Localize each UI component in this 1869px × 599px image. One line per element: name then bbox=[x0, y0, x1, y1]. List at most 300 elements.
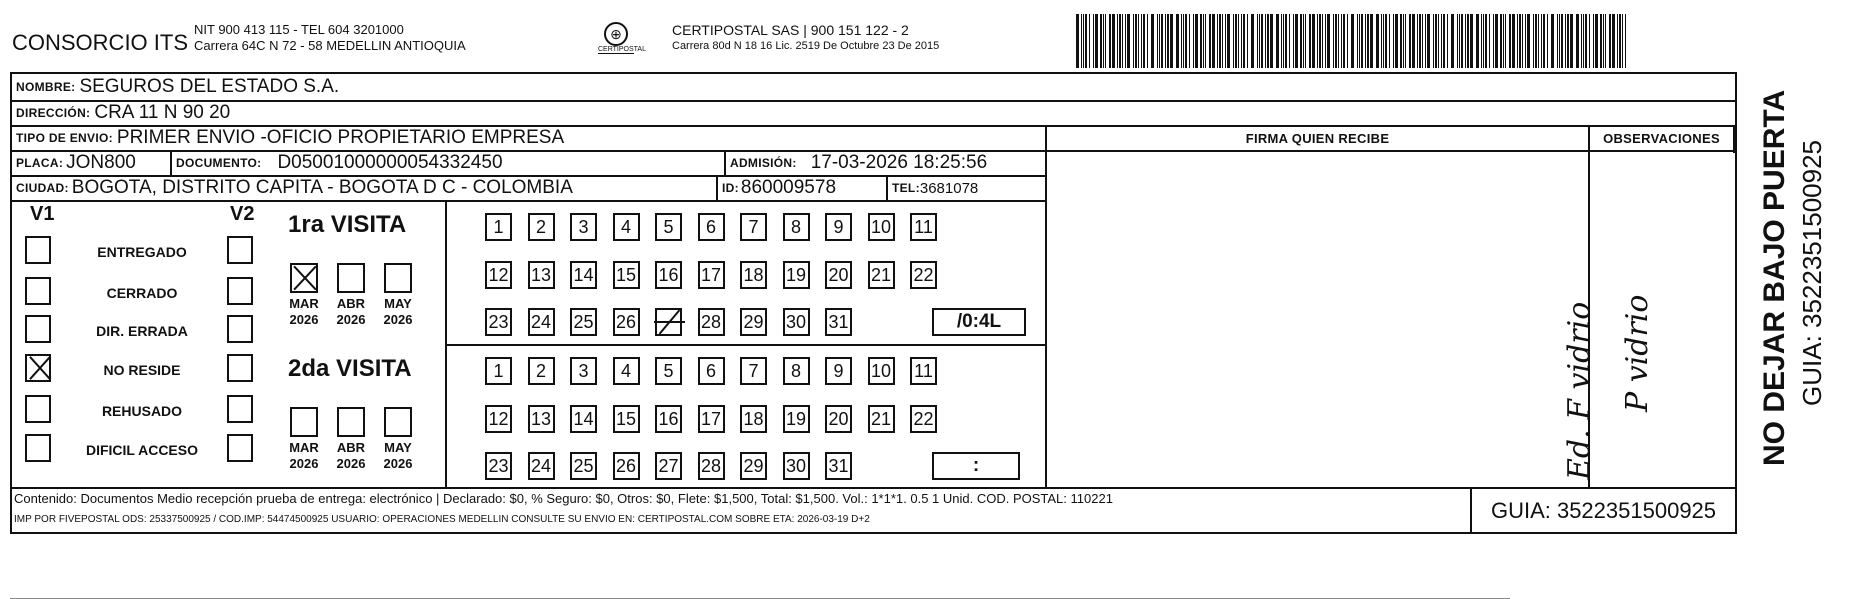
barcode-bar bbox=[1195, 14, 1198, 68]
day-6-box[interactable]: 6 bbox=[698, 213, 725, 241]
barcode-bar bbox=[1081, 14, 1082, 68]
barcode-bar bbox=[1247, 14, 1248, 68]
day-3-box[interactable]: 3 bbox=[570, 213, 597, 241]
barcode-bar bbox=[1176, 14, 1179, 68]
barcode-bar bbox=[1412, 14, 1415, 68]
day-14-box[interactable]: 14 bbox=[570, 405, 597, 433]
day-16-box[interactable]: 16 bbox=[655, 405, 682, 433]
barcode-bar bbox=[1089, 14, 1090, 68]
day-21-box[interactable]: 21 bbox=[868, 261, 895, 289]
barcode-bar bbox=[1235, 14, 1237, 68]
v2-checkbox[interactable] bbox=[227, 277, 253, 305]
month-checkbox[interactable] bbox=[384, 407, 412, 437]
barcode-bar bbox=[1300, 14, 1302, 68]
day-3-box[interactable]: 3 bbox=[570, 357, 597, 385]
barcode-bar bbox=[1476, 14, 1479, 68]
barcode-bar bbox=[1338, 14, 1339, 68]
barcode-bar bbox=[1117, 14, 1118, 68]
carrier-logo-word: CERTIPOSTAL bbox=[598, 46, 646, 53]
barcode-bar bbox=[1541, 14, 1542, 68]
month-checkbox[interactable] bbox=[290, 407, 318, 437]
barcode-bar bbox=[1595, 14, 1598, 68]
status-label: REHUSADO bbox=[101, 403, 183, 419]
status-label: ENTREGADO bbox=[97, 244, 187, 260]
v2-checkbox[interactable] bbox=[227, 315, 253, 343]
barcode-bar bbox=[1370, 14, 1373, 68]
barcode-bar bbox=[1103, 14, 1104, 68]
barcode-bar bbox=[1170, 14, 1173, 68]
barcode-bar bbox=[1422, 14, 1423, 68]
month-name: MAR bbox=[289, 440, 319, 455]
barcode-bar bbox=[1400, 14, 1402, 68]
side-guia: GUIA: 3522351500925 bbox=[1797, 140, 1827, 406]
barcode-bar bbox=[1433, 14, 1434, 68]
barcode-bar bbox=[1461, 14, 1463, 68]
barcode-bar bbox=[1100, 14, 1102, 68]
day-2-box[interactable]: 2 bbox=[528, 357, 555, 385]
month-year: 2026 bbox=[383, 456, 413, 471]
barcode-bar bbox=[1127, 14, 1130, 68]
tel-label: TEL: bbox=[892, 181, 920, 195]
day-19-box[interactable]: 19 bbox=[783, 405, 810, 433]
documento-field bbox=[172, 151, 503, 175]
day-8-box[interactable]: 8 bbox=[783, 357, 810, 385]
day-10-box[interactable]: 10 bbox=[868, 213, 895, 241]
visit-title: 2da VISITA bbox=[288, 355, 412, 382]
month-year: 2026 bbox=[336, 312, 366, 327]
barcode-bar bbox=[1557, 14, 1558, 68]
barcode-bar bbox=[1343, 14, 1345, 68]
observation-handwritten-1: Ed. F vidrio bbox=[1562, 301, 1597, 480]
barcode-bar bbox=[1543, 14, 1545, 68]
barcode-bar bbox=[1376, 14, 1379, 68]
day-20-box[interactable]: 20 bbox=[825, 405, 852, 433]
day-20-box[interactable]: 20 bbox=[825, 261, 852, 289]
barcode-bar bbox=[1393, 14, 1394, 68]
barcode-bar bbox=[1219, 14, 1221, 68]
day-30-box[interactable]: 30 bbox=[783, 452, 810, 480]
day-15-box[interactable]: 15 bbox=[613, 405, 640, 433]
v2-checkbox[interactable] bbox=[227, 434, 253, 462]
ciudad-value: BOGOTA, DISTRITO CAPITA - BOGOTA D C - COLOMBIA bbox=[71, 177, 573, 198]
day-22-box[interactable]: 22 bbox=[910, 405, 937, 433]
barcode-bar bbox=[1385, 14, 1387, 68]
barcode-bar bbox=[1085, 14, 1087, 68]
barcode-bar bbox=[1225, 14, 1226, 68]
month-name: MAY bbox=[384, 440, 412, 455]
barcode-bar bbox=[1159, 14, 1160, 68]
barcode-bar bbox=[1351, 14, 1354, 68]
barcode-bar bbox=[1133, 14, 1134, 68]
barcode-bar bbox=[1417, 14, 1418, 68]
day-12-box[interactable]: 12 bbox=[485, 405, 512, 433]
documento-value: D05001000000054332450 bbox=[277, 152, 503, 173]
barcode-bar bbox=[1441, 14, 1442, 68]
barcode-bar bbox=[1465, 14, 1466, 68]
barcode-bar bbox=[1325, 14, 1326, 68]
barcode-bar bbox=[1561, 14, 1563, 68]
carrier-info bbox=[672, 22, 939, 54]
barcode-bar bbox=[1585, 14, 1587, 68]
day-30-box[interactable]: 30 bbox=[783, 308, 810, 336]
barcode-bar bbox=[1141, 14, 1142, 68]
day-24-box[interactable]: 24 bbox=[528, 452, 555, 480]
barcode-bar bbox=[1383, 14, 1384, 68]
barcode-bar bbox=[1076, 14, 1079, 68]
status-label: DIFICIL ACCESO bbox=[85, 442, 198, 458]
month-year: 2026 bbox=[289, 456, 319, 471]
placa-field bbox=[12, 151, 136, 175]
day-25-box[interactable]: 25 bbox=[570, 452, 597, 480]
day-29-box[interactable]: 29 bbox=[740, 452, 767, 480]
barcode-bar bbox=[1409, 14, 1411, 68]
visit-title: 1ra VISITA bbox=[288, 211, 407, 238]
barcode-bar bbox=[1281, 14, 1282, 68]
barcode-bar bbox=[1600, 14, 1602, 68]
footer-contents: Contenido: Documentos Medio recepción prueba de entrega: electrónico | Declarado: $0, % Seguro: $0, Otros: $0, Flete: $1,500, Total: $1,500. Vol.: 1*1*1. 0.5 1 Unid. COD. POSTAL: 110221 bbox=[14, 491, 1113, 506]
day-13-box[interactable]: 13 bbox=[528, 261, 555, 289]
nombre-field bbox=[12, 74, 339, 100]
barcode-bar bbox=[1203, 14, 1204, 68]
barcode-bar bbox=[1276, 14, 1279, 68]
v1-checkbox[interactable] bbox=[25, 434, 51, 462]
day-17-box[interactable]: 17 bbox=[698, 261, 725, 289]
barcode-bar bbox=[1125, 14, 1126, 68]
barcode-bar bbox=[1193, 14, 1194, 68]
v2-checkbox[interactable] bbox=[227, 395, 253, 423]
admision-field bbox=[726, 151, 987, 175]
barcode-bar bbox=[1222, 14, 1223, 68]
day-15-box[interactable]: 15 bbox=[613, 261, 640, 289]
barcode-bar bbox=[1112, 14, 1115, 68]
barcode-bar bbox=[1267, 14, 1269, 68]
direccion-value: CRA 11 N 90 20 bbox=[94, 102, 231, 123]
barcode-bar bbox=[1147, 14, 1148, 68]
month-name: ABR bbox=[336, 296, 366, 311]
barcode-bar bbox=[1547, 14, 1548, 68]
barcode-bar bbox=[1309, 14, 1311, 68]
barcode-bar bbox=[1361, 14, 1363, 68]
barcode-bar bbox=[1481, 14, 1482, 68]
day-29-box[interactable]: 29 bbox=[740, 308, 767, 336]
month-label bbox=[282, 296, 326, 328]
barcode-bar bbox=[1525, 14, 1526, 68]
day-18-box[interactable]: 18 bbox=[740, 405, 767, 433]
side-warning: NO DEJAR BAJO PUERTA bbox=[1758, 89, 1791, 466]
day-31-box[interactable]: 31 bbox=[825, 308, 852, 336]
v1-checkbox[interactable] bbox=[25, 395, 51, 423]
barcode-bar bbox=[1261, 14, 1263, 68]
company-nit: NIT 900 413 115 - TEL 604 3201000 bbox=[194, 22, 404, 37]
barcode-bar bbox=[1622, 14, 1623, 68]
barcode-bar bbox=[1259, 14, 1260, 68]
barcode-bar bbox=[1505, 14, 1506, 68]
day-18-box[interactable]: 18 bbox=[740, 261, 767, 289]
month-checkbox[interactable] bbox=[337, 263, 365, 293]
barcode-bar bbox=[1567, 14, 1569, 68]
barcode-bar bbox=[1576, 14, 1579, 68]
barcode-bar bbox=[1205, 14, 1206, 68]
v1-header: V1 bbox=[30, 203, 55, 225]
day-7-box[interactable]: 7 bbox=[740, 357, 767, 385]
barcode-bar bbox=[1270, 14, 1273, 68]
day-26-box[interactable]: 26 bbox=[613, 308, 640, 336]
barcode-bar bbox=[1403, 14, 1404, 68]
day-19-box[interactable]: 19 bbox=[783, 261, 810, 289]
day-17-box[interactable]: 17 bbox=[698, 405, 725, 433]
visit-time-box[interactable]: : bbox=[932, 452, 1020, 480]
id-label: ID: bbox=[722, 181, 739, 195]
barcode-bar bbox=[1265, 14, 1266, 68]
barcode-bar bbox=[1438, 14, 1439, 68]
barcode-bar bbox=[1389, 14, 1390, 68]
barcode-bar bbox=[1509, 14, 1511, 68]
month-checkbox[interactable] bbox=[337, 407, 365, 437]
day-27-box[interactable] bbox=[655, 308, 682, 336]
barcode-bar bbox=[1283, 14, 1284, 68]
barcode-bar bbox=[1359, 14, 1360, 68]
barcode-bar bbox=[1559, 14, 1560, 68]
barcode-bar bbox=[1500, 14, 1502, 68]
day-25-box[interactable]: 25 bbox=[570, 308, 597, 336]
month-year: 2026 bbox=[383, 312, 413, 327]
month-label bbox=[376, 296, 420, 328]
day-21-box[interactable]: 21 bbox=[868, 405, 895, 433]
day-1-box[interactable]: 1 bbox=[485, 213, 512, 241]
month-name: MAY bbox=[384, 296, 412, 311]
direccion-label: DIRECCIÓN: bbox=[16, 106, 91, 120]
day-7-box[interactable]: 7 bbox=[740, 213, 767, 241]
day-8-box[interactable]: 8 bbox=[783, 213, 810, 241]
barcode-bar bbox=[1357, 14, 1358, 68]
barcode-bar bbox=[1612, 14, 1615, 68]
barcode-bar bbox=[1251, 14, 1254, 68]
day-6-box[interactable]: 6 bbox=[698, 357, 725, 385]
barcode-bar bbox=[1135, 14, 1137, 68]
day-5-box[interactable]: 5 bbox=[655, 213, 682, 241]
direccion-field bbox=[12, 101, 230, 125]
month-label bbox=[329, 440, 373, 472]
barcode-bar bbox=[1243, 14, 1245, 68]
nombre-value: SEGUROS DEL ESTADO S.A. bbox=[79, 76, 340, 97]
barcode-bar bbox=[1485, 14, 1487, 68]
barcode-bar bbox=[1241, 14, 1242, 68]
barcode-bar bbox=[1317, 14, 1318, 68]
barcode-bar bbox=[1335, 14, 1337, 68]
barcode-bar bbox=[1425, 14, 1426, 68]
day-4-box[interactable]: 4 bbox=[613, 213, 640, 241]
barcode-bar bbox=[1619, 14, 1621, 68]
ciudad-label: CIUDAD: bbox=[16, 181, 69, 195]
barcode-bar bbox=[1167, 14, 1169, 68]
day-23-box[interactable]: 23 bbox=[485, 452, 512, 480]
ciudad-field bbox=[12, 176, 573, 200]
day-2-box[interactable]: 2 bbox=[528, 213, 555, 241]
barcode-bar bbox=[1285, 14, 1287, 68]
footer-print-info: IMP POR FIVEPOSTAL ODS: 25337500925 / COD.IMP: 54474500925 USUARIO: OPERACIONES MEDELLIN CONSULTE SU ENVIO EN: CERTIPOSTAL.COM SOBRE ETA: 2026-03-19 D+2 bbox=[14, 514, 870, 525]
barcode-bar bbox=[1503, 14, 1504, 68]
barcode-bar bbox=[1185, 14, 1187, 68]
barcode-bar bbox=[1312, 14, 1315, 68]
day-9-box[interactable]: 9 bbox=[825, 213, 852, 241]
barcode-bar bbox=[1209, 14, 1211, 68]
barcode bbox=[1076, 14, 1632, 68]
day-13-box[interactable]: 13 bbox=[528, 405, 555, 433]
barcode-bar bbox=[1143, 14, 1145, 68]
barcode-bar bbox=[1589, 14, 1590, 68]
barcode-bar bbox=[1151, 14, 1154, 68]
barcode-bar bbox=[1603, 14, 1604, 68]
carrier-name: CERTIPOSTAL SAS | 900 151 122 - 2 bbox=[672, 22, 909, 38]
barcode-bar bbox=[1333, 14, 1334, 68]
day-10-box[interactable]: 10 bbox=[868, 357, 895, 385]
nombre-label: NOMBRE: bbox=[16, 80, 76, 94]
barcode-bar bbox=[1367, 14, 1369, 68]
barcode-bar bbox=[1083, 14, 1084, 68]
day-11-box[interactable]: 11 bbox=[910, 213, 937, 241]
day-4-box[interactable]: 4 bbox=[613, 357, 640, 385]
day-16-box[interactable]: 16 bbox=[655, 261, 682, 289]
barcode-bar bbox=[1512, 14, 1515, 68]
barcode-bar bbox=[1319, 14, 1321, 68]
day-9-box[interactable]: 9 bbox=[825, 357, 852, 385]
barcode-bar bbox=[1161, 14, 1163, 68]
month-label bbox=[282, 440, 326, 472]
barcode-bar bbox=[1305, 14, 1306, 68]
day-5-box[interactable]: 5 bbox=[655, 357, 682, 385]
barcode-bar bbox=[1593, 14, 1594, 68]
barcode-bar bbox=[1565, 14, 1566, 68]
barcode-bar bbox=[1217, 14, 1218, 68]
day-26-box[interactable]: 26 bbox=[613, 452, 640, 480]
barcode-bar bbox=[1109, 14, 1111, 68]
barcode-bar bbox=[1517, 14, 1518, 68]
barcode-bar bbox=[1527, 14, 1530, 68]
barcode-bar bbox=[1483, 14, 1484, 68]
v1-checkbox[interactable] bbox=[25, 236, 51, 264]
day-23-box[interactable]: 23 bbox=[485, 308, 512, 336]
v2-header: V2 bbox=[230, 203, 255, 225]
barcode-bar bbox=[1451, 14, 1454, 68]
barcode-bar bbox=[1443, 14, 1445, 68]
v1-checkbox[interactable] bbox=[25, 315, 51, 343]
id-field bbox=[718, 176, 836, 200]
day-27-box[interactable]: 27 bbox=[655, 452, 682, 480]
day-28-box[interactable]: 28 bbox=[698, 452, 725, 480]
barcode-bar bbox=[1533, 14, 1534, 68]
v2-checkbox[interactable] bbox=[227, 236, 253, 264]
day-11-box[interactable]: 11 bbox=[910, 357, 937, 385]
tel-field bbox=[888, 176, 978, 200]
barcode-bar bbox=[1435, 14, 1437, 68]
month-name: MAR bbox=[289, 296, 319, 311]
barcode-bar bbox=[1495, 14, 1498, 68]
barcode-bar bbox=[1327, 14, 1330, 68]
barcode-bar bbox=[1322, 14, 1323, 68]
barcode-bar bbox=[1093, 14, 1094, 68]
barcode-bar bbox=[1535, 14, 1537, 68]
day-22-box[interactable]: 22 bbox=[910, 261, 937, 289]
tel-value: 3681078 bbox=[919, 179, 979, 197]
admision-value: 17-03-2026 18:25:56 bbox=[810, 152, 988, 173]
day-31-box[interactable]: 31 bbox=[825, 452, 852, 480]
carrier-logo-icon: ⊕ bbox=[604, 22, 628, 46]
barcode-bar bbox=[1157, 14, 1158, 68]
barcode-bar bbox=[1519, 14, 1521, 68]
observaciones-header: OBSERVACIONES bbox=[1603, 130, 1720, 146]
barcode-bar bbox=[1493, 14, 1494, 68]
firma-header: FIRMA QUIEN RECIBE bbox=[1245, 130, 1390, 146]
barcode-bar bbox=[1238, 14, 1239, 68]
company-address: Carrera 64C N 72 - 58 MEDELLIN ANTIOQUIA bbox=[194, 38, 466, 53]
barcode-bar bbox=[1419, 14, 1421, 68]
barcode-bar bbox=[1457, 14, 1458, 68]
v2-checkbox[interactable] bbox=[227, 354, 253, 382]
barcode-bar bbox=[1347, 14, 1348, 68]
day-14-box[interactable]: 14 bbox=[570, 261, 597, 289]
barcode-bar bbox=[1470, 14, 1473, 68]
barcode-bar bbox=[1625, 14, 1626, 68]
month-checkbox[interactable] bbox=[290, 263, 318, 293]
tipo-envio-value: PRIMER ENVIO -OFICIO PROPIETARIO EMPRESA bbox=[116, 127, 565, 148]
day-1-box[interactable]: 1 bbox=[485, 357, 512, 385]
visit-time-box[interactable]: /0:4L bbox=[932, 308, 1026, 336]
barcode-bar bbox=[1617, 14, 1618, 68]
barcode-bar bbox=[1212, 14, 1215, 68]
barcode-bar bbox=[1095, 14, 1098, 68]
barcode-bar bbox=[1427, 14, 1430, 68]
tipo-envio-label: TIPO DE ENVIO: bbox=[16, 131, 113, 145]
company-name: CONSORCIO ITS bbox=[12, 30, 189, 55]
placa-label: PLACA: bbox=[16, 156, 64, 170]
barcode-bar bbox=[1183, 14, 1184, 68]
barcode-bar bbox=[1303, 14, 1304, 68]
barcode-bar bbox=[1227, 14, 1230, 68]
company-info bbox=[194, 22, 466, 54]
barcode-bar bbox=[1341, 14, 1342, 68]
month-checkbox[interactable] bbox=[384, 263, 412, 293]
barcode-bar bbox=[1522, 14, 1523, 68]
placa-value: JON800 bbox=[66, 152, 136, 173]
barcode-bar bbox=[1570, 14, 1573, 68]
barcode-bar bbox=[1233, 14, 1234, 68]
day-12-box[interactable]: 12 bbox=[485, 261, 512, 289]
barcode-bar bbox=[1609, 14, 1611, 68]
day-24-box[interactable]: 24 bbox=[528, 308, 555, 336]
month-label bbox=[376, 440, 420, 472]
barcode-bar bbox=[1289, 14, 1290, 68]
observation-handwritten-2: P vidrio bbox=[1620, 294, 1655, 412]
barcode-bar bbox=[1122, 14, 1123, 68]
barcode-bar bbox=[1189, 14, 1190, 68]
barcode-bar bbox=[1538, 14, 1539, 68]
day-28-box[interactable]: 28 bbox=[698, 308, 725, 336]
barcode-bar bbox=[1181, 14, 1182, 68]
barcode-bar bbox=[1467, 14, 1469, 68]
status-label: DIR. ERRADA bbox=[96, 323, 188, 339]
v1-checkbox[interactable] bbox=[25, 354, 51, 382]
barcode-bar bbox=[1365, 14, 1366, 68]
v1-checkbox[interactable] bbox=[25, 277, 51, 305]
month-name: ABR bbox=[336, 440, 366, 455]
guia-number-box: GUIA: 3522351500925 bbox=[1490, 497, 1717, 523]
barcode-bar bbox=[1200, 14, 1202, 68]
barcode-bar bbox=[1459, 14, 1460, 68]
barcode-bar bbox=[1138, 14, 1139, 68]
barcode-bar bbox=[1293, 14, 1294, 68]
tipo-envio-field bbox=[12, 126, 564, 150]
barcode-bar bbox=[1105, 14, 1106, 68]
